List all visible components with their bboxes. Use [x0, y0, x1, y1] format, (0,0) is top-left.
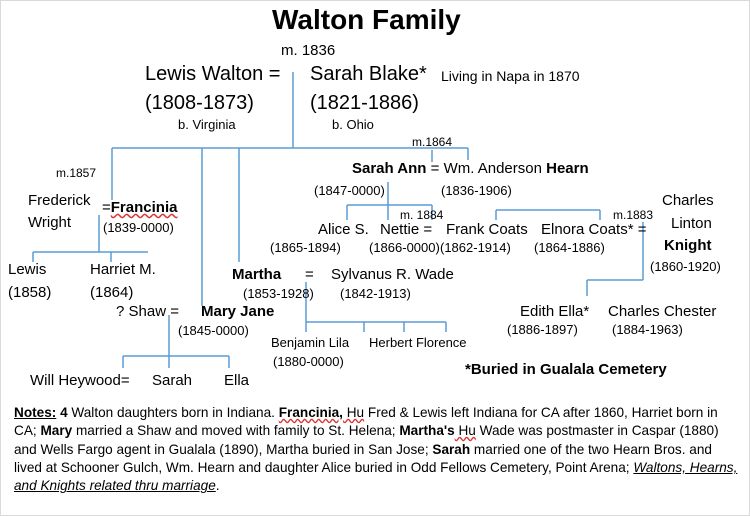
sarah-ann-name: Sarah Ann = Wm. Anderson Hearn [352, 160, 589, 177]
lewis-child-name: Lewis [8, 261, 47, 278]
herbert-florence-names: Herbert Florence [369, 335, 467, 350]
ella-shaw-name: Ella [224, 372, 250, 389]
alice-years: (1865-1894) [270, 240, 341, 255]
page-title: Walton Family [272, 4, 461, 35]
sarah-ann-marriage-date: m.1864 [412, 135, 453, 149]
elnora-marriage-date: m.1883 [613, 208, 654, 222]
harriet-child-name: Harriet M. [90, 261, 156, 278]
edith-ella-name: Edith Ella* [520, 303, 590, 320]
lewis-walton-birthplace: b. Virginia [178, 117, 236, 132]
alice-name: Alice S. [318, 221, 369, 238]
lewis-walton-name: Lewis Walton = [145, 63, 281, 85]
elnora-coats-years: (1864-1886) [534, 240, 605, 255]
lewis-child-years: (1858) [8, 284, 52, 301]
benjamin-lila-names: Benjamin Lila [271, 335, 350, 350]
francinia-years: (1839-0000) [103, 220, 174, 235]
charles-knight-middle: Linton [671, 215, 712, 232]
francinia-marriage-date: m.1857 [56, 166, 97, 180]
buried-note: *Buried in Gualala Cemetery [465, 361, 667, 378]
nettie-years: (1866-0000) [369, 240, 440, 255]
francinia-name: =Francinia [102, 199, 178, 216]
martha-child-years: (1880-0000) [273, 354, 344, 369]
sarah-ann-years: (1847-0000) [314, 183, 385, 198]
elnora-coats-name: Elnora Coats* = [541, 221, 647, 238]
lewis-walton-years: (1808-1873) [145, 92, 254, 114]
nettie-name: Nettie = [380, 221, 433, 238]
notes-paragraph: Notes: 4 Walton daughters born in Indiana. Francinia, Hu Fred & Lewis left Indiana for CA after 1860, Harriet born in CA; Mary married a Shaw and moved with family to St. Helena; Martha's Hu Wade was postmaster in Caspar (1880) and Wells Fargo agent in Gualala (1890), Martha buried in San Jose; Sarah married one of the two Hearn Bros. and lived at Schooner Gulch, Wm. Hearn and daughter Alice buried in Odd Fellows Cemetery, Point Arena; Waltons, Hearns, and Knights related thru marriage. [14, 405, 738, 494]
will-heywood-name: Will Heywood= [30, 372, 130, 389]
wm-hearn-years: (1836-1906) [441, 183, 512, 198]
sarah-blake-note: Living in Napa in 1870 [441, 68, 580, 84]
sylvanus-wade-name: Sylvanus R. Wade [331, 266, 454, 283]
sarah-shaw-name: Sarah [152, 372, 193, 389]
frederick-wright-first: Frederick [28, 192, 91, 209]
frederick-wright-last: Wright [28, 214, 72, 231]
charles-knight-first: Charles [662, 192, 714, 209]
harriet-child-years: (1864) [90, 284, 134, 301]
sarah-blake-name: Sarah Blake* [310, 63, 427, 85]
frank-coats-name: Frank Coats [446, 221, 528, 238]
charles-chester-years: (1884-1963) [612, 322, 683, 337]
frank-coats-years: (1862-1914) [440, 240, 511, 255]
shaw-spouse-name: ? Shaw = [116, 303, 179, 320]
top-marriage-date: m. 1836 [281, 42, 336, 59]
edith-ella-years: (1886-1897) [507, 322, 578, 337]
charles-knight-years: (1860-1920) [650, 259, 721, 274]
charles-knight-surname: Knight [664, 237, 712, 254]
martha-name: Martha [232, 266, 282, 283]
nettie-marriage-date: m. 1884 [400, 208, 444, 222]
martha-eq: = [305, 266, 314, 283]
sarah-blake-years: (1821-1886) [310, 92, 419, 114]
martha-years: (1853-1928) [243, 286, 314, 301]
mary-jane-name: Mary Jane [201, 303, 275, 320]
mary-jane-years: (1845-0000) [178, 323, 249, 338]
sarah-blake-birthplace: b. Ohio [332, 117, 374, 132]
sylvanus-wade-years: (1842-1913) [340, 286, 411, 301]
charles-chester-name: Charles Chester [608, 303, 717, 320]
